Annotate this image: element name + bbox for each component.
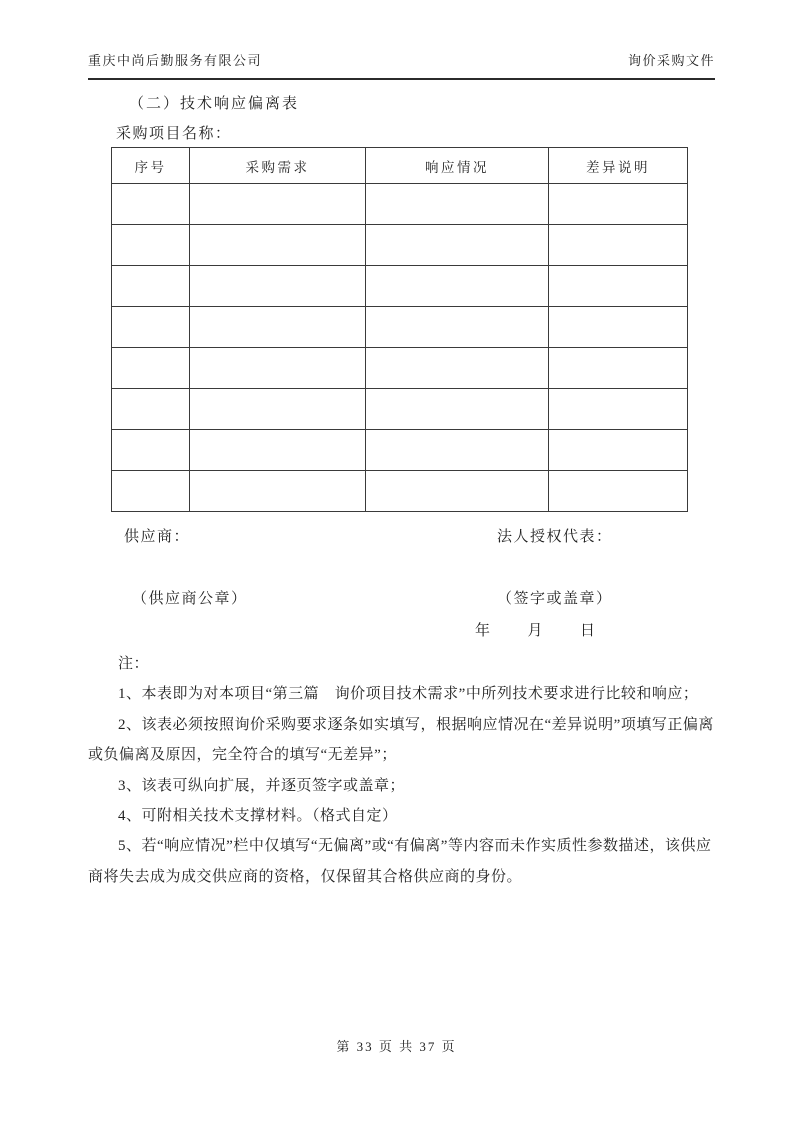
table-column-header: 响应情况 <box>366 148 549 184</box>
date-line <box>475 619 595 640</box>
table-empty-cell <box>549 471 688 512</box>
table-empty-cell <box>366 348 549 389</box>
table-empty-cell <box>549 266 688 307</box>
table-row <box>112 430 688 471</box>
table-row <box>112 266 688 307</box>
date-year-label: 年 <box>475 623 491 639</box>
table-empty-cell <box>549 389 688 430</box>
header-company-name: 重庆中尚后勤服务有限公司 <box>88 53 263 68</box>
table-empty-cell <box>366 389 549 430</box>
table-empty-cell <box>190 471 366 512</box>
note-item: 2、该表必须按照询价采购要求逐条如实填写，根据响应情况在“差异说明”项填写正偏离或负偏离及原因，完全符合的填写“无差异”； <box>88 716 714 764</box>
table-empty-cell <box>366 307 549 348</box>
table-column-header: 序号 <box>112 148 190 184</box>
table-empty-cell <box>112 389 190 430</box>
note-item: 5、若“响应情况”栏中仅填写“无偏离”或“有偏离”等内容而未作实质性参数描述，该供应商将失去成为成交供应商的资格，仅保留其合格供应商的身份。 <box>88 838 712 885</box>
header-doc-type: 询价采购文件 <box>627 53 715 68</box>
sign-or-seal-label: （签字或盖章） <box>497 591 613 607</box>
table-empty-cell <box>190 307 366 348</box>
table-row <box>112 307 688 348</box>
table-empty-cell <box>366 225 549 266</box>
table-row <box>112 389 688 430</box>
section-title: （二）技术响应偏离表 <box>129 96 300 112</box>
table-empty-cell <box>112 348 190 389</box>
table-empty-cell <box>366 266 549 307</box>
table-row <box>112 184 688 225</box>
table-row <box>112 471 688 512</box>
page-header <box>88 50 715 80</box>
table-empty-cell <box>190 184 366 225</box>
table-empty-cell <box>112 430 190 471</box>
notes-list <box>88 679 717 892</box>
notes-section <box>88 649 717 892</box>
note-item: 3、该表可纵向扩展，并逐页签字或盖章； <box>118 777 406 794</box>
notes-heading: 注： <box>118 656 150 672</box>
table-empty-cell <box>190 348 366 389</box>
supplier-label: 供应商： <box>124 529 191 545</box>
table-column-header: 采购需求 <box>190 148 366 184</box>
date-month-label: 月 <box>527 623 543 639</box>
table-empty-cell <box>549 184 688 225</box>
table-column-header: 差异说明 <box>549 148 688 184</box>
table-header-row <box>112 148 688 184</box>
table-empty-cell <box>112 471 190 512</box>
table-empty-cell <box>366 184 549 225</box>
table-empty-cell <box>549 430 688 471</box>
table-empty-cell <box>112 266 190 307</box>
table-empty-cell <box>549 307 688 348</box>
page-number: 第 33 页 共 37 页 <box>336 1039 457 1054</box>
table-empty-cell <box>190 430 366 471</box>
deviation-table <box>111 147 688 512</box>
project-name-label: 采购项目名称： <box>116 126 232 142</box>
table-empty-cell <box>366 430 549 471</box>
table-empty-cell <box>549 225 688 266</box>
table-empty-cell <box>112 225 190 266</box>
note-item: 4、可附相关技术支撑材料。（格式自定） <box>118 808 398 825</box>
table-empty-cell <box>112 307 190 348</box>
table-empty-cell <box>112 184 190 225</box>
supplier-seal-label: （供应商公章） <box>132 591 248 607</box>
date-day-label: 日 <box>580 623 596 639</box>
legal-representative-label: 法人授权代表： <box>497 529 613 545</box>
table-row <box>112 348 688 389</box>
table-empty-cell <box>366 471 549 512</box>
table-row <box>112 225 688 266</box>
table-empty-cell <box>190 389 366 430</box>
table-empty-cell <box>190 225 366 266</box>
table-empty-cell <box>549 348 688 389</box>
note-item: 1、本表即为对本项目“第三篇 询价项目技术需求”中所列技术要求进行比较和响应； <box>118 686 699 703</box>
table-empty-cell <box>190 266 366 307</box>
